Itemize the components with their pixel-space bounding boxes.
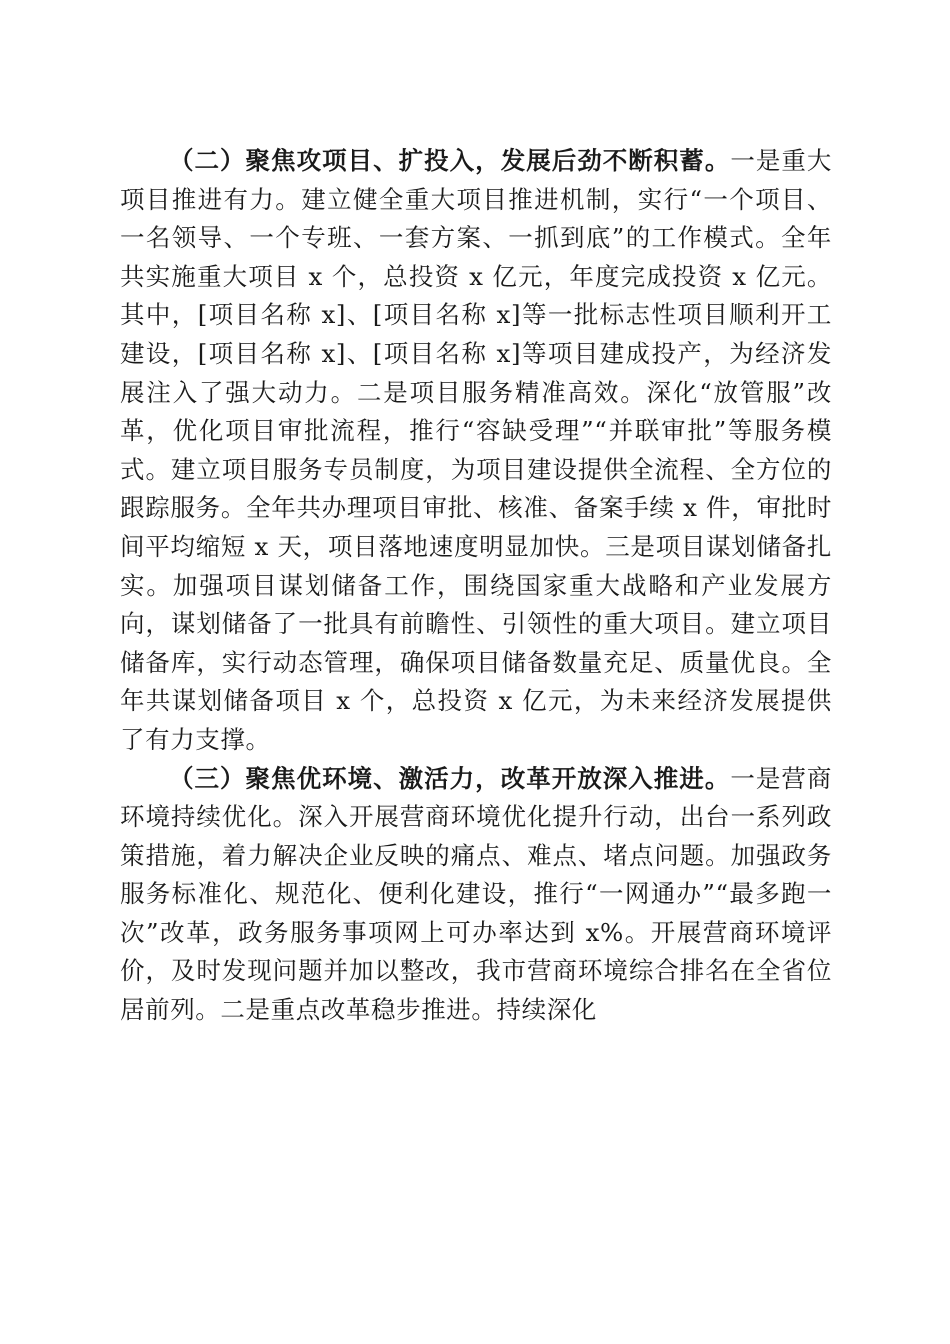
paragraph-projects bbox=[120, 142, 832, 760]
paragraph-reform bbox=[120, 760, 832, 1030]
section-heading-reform: （三）聚焦优环境、激活力，改革开放深入推进。 bbox=[169, 763, 731, 793]
paragraph-body-reform: 一是营商环境持续优化。深入开展营商环境优化提升行动，出台一系列政策措施，着力解决企业反映的痛点、难点、堵点问题。加强政务服务标准化、规范化、便利化建设，推行“一网通办”“最多跑一次”改革，政务服务事项网上可办率达到 x%。开展营商环境评价，及时发现问题并加以整改，我市营商环境综合排名在全省位居前列。二是重点改革稳步推进。持续深化 bbox=[120, 763, 832, 1025]
document-page bbox=[120, 142, 832, 1030]
section-heading-projects: （二）聚焦攻项目、扩投入，发展后劲不断积蓄。 bbox=[169, 146, 731, 175]
paragraph-body-projects: 一是重大项目推进有力。建立健全重大项目推进机制，实行“一个项目、一名领导、一个专班、一套方案、一抓到底”的工作模式。全年共实施重大项目 x 个，总投资 x 亿元，年度完成投资 x 亿元。其中，[项目名称 x]、[项目名称 x]等一批标志性项目顺利开工建设，[项目名称 x]、[项目名称 x]等项目建成投产，为经济发展注入了强大动力。二是项目服务精准高效。深化“放管服”改革，优化项目审批流程，推行“容缺受理”“并联审批”等服务模式。建立项目服务专员制度，为项目建设提供全流程、全方位的跟踪服务。全年共办理项目审批、核准、备案手续 x 件，审批时间平均缩短 x 天，项目落地速度明显加快。三是项目谋划储备扎实。加强项目谋划储备工作，围绕国家重大战略和产业发展方向，谋划储备了一批具有前瞻性、引领性的重大项目。建立项目储备库，实行动态管理，确保项目储备数量充足、质量优良。全年共谋划储备项目 x 个，总投资 x 亿元，为未来经济发展提供了有力支撑。 bbox=[120, 146, 832, 754]
